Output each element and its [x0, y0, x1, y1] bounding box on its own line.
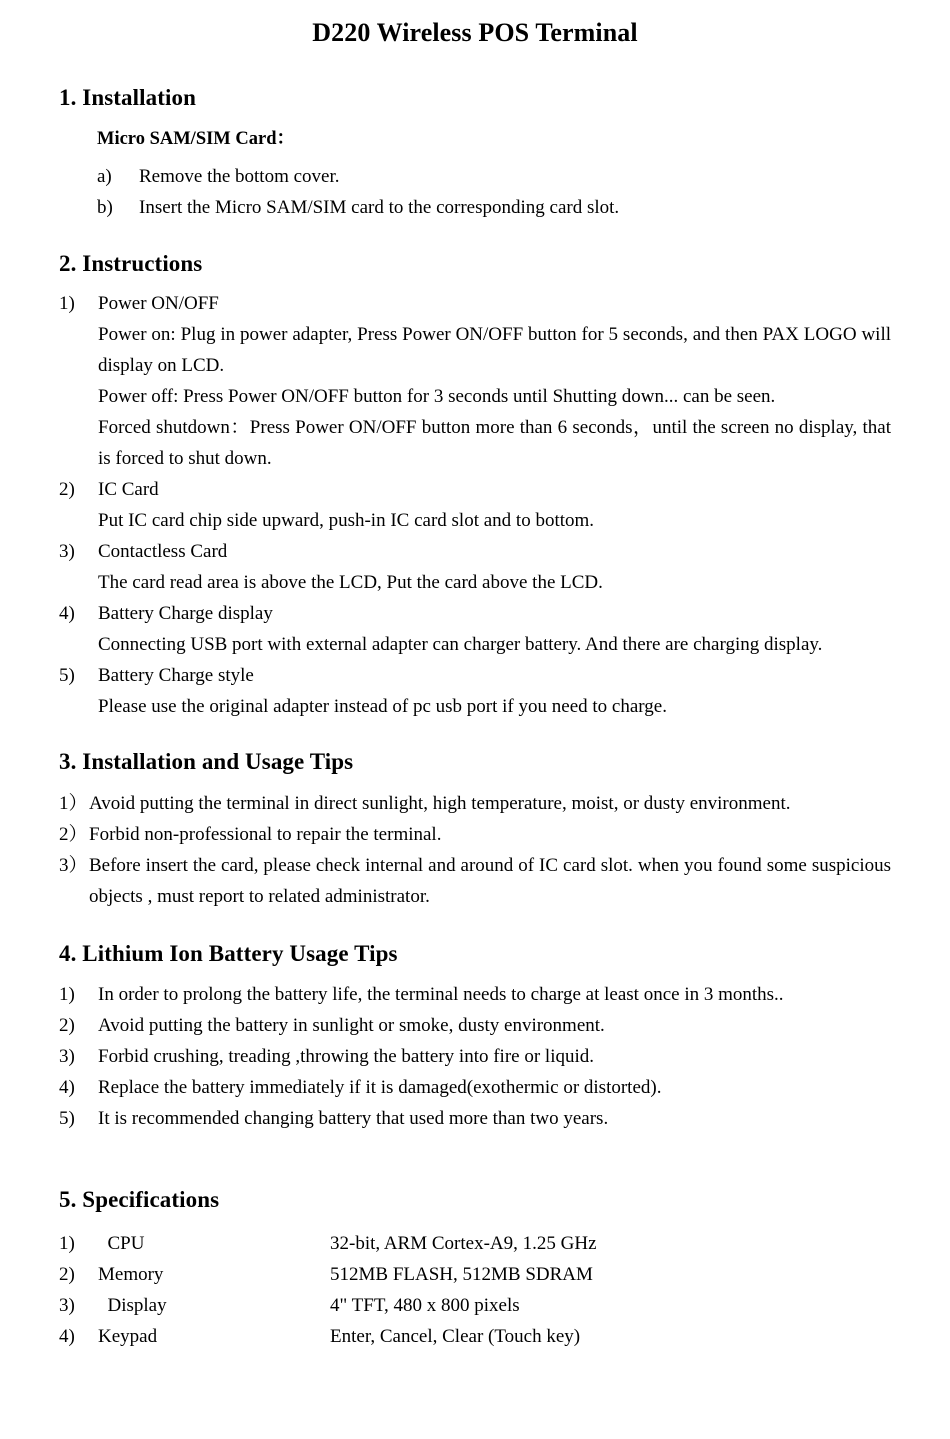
list-item: [97, 161, 891, 192]
list-marker: 3）: [59, 854, 88, 876]
list-marker: 5): [59, 1108, 75, 1130]
list-item-body: [98, 474, 891, 536]
list-item: [59, 979, 891, 1010]
list-item-body: [98, 660, 891, 722]
list-item: [97, 192, 891, 223]
list-item: [59, 1072, 891, 1103]
row-marker: 2): [59, 1264, 75, 1286]
sub-heading-micro-sam-sim-card: Micro SAM/SIM Card：: [97, 129, 295, 150]
section-heading-installation: 1. Installation: [59, 84, 196, 110]
list-item-title: Contactless Card: [98, 541, 228, 563]
list-item-text: In order to prolong the battery life, the terminal needs to charge at least once in 3 months..: [98, 984, 784, 1006]
list-item: [59, 1010, 891, 1041]
row-marker: 1): [59, 1233, 75, 1255]
table-row: [59, 1290, 891, 1321]
list-item: [59, 288, 891, 474]
list-item: [59, 474, 891, 536]
section-heading-battery-tips: 4. Lithium Ion Battery Usage Tips: [59, 940, 398, 966]
row-marker: 4): [59, 1326, 75, 1348]
list-marker: 2): [59, 479, 75, 501]
list-item-body: [98, 598, 891, 660]
spec-label: CPU: [98, 1233, 145, 1255]
page-title: D220 Wireless POS Terminal: [312, 18, 638, 47]
table-row: [59, 1321, 891, 1352]
list-item-paragraph: Please use the original adapter instead of pc usb port if you need to charge.: [98, 696, 667, 718]
list-item: [59, 1041, 891, 1072]
list-marker: 3): [59, 541, 75, 563]
list-item: [59, 660, 891, 722]
list-item-text: Forbid non-professional to repair the terminal.: [89, 823, 442, 845]
usage-tips-list: [59, 788, 891, 912]
list-item-body: [98, 536, 891, 598]
list-marker: 5): [59, 665, 75, 687]
list-item: [59, 788, 891, 819]
spec-value: 4" TFT, 480 x 800 pixels: [330, 1295, 520, 1317]
list-item-text: Insert the Micro SAM/SIM card to the corresponding card slot.: [139, 196, 620, 218]
spec-value: 512MB FLASH, 512MB SDRAM: [330, 1264, 593, 1286]
list-marker: 1): [59, 984, 75, 1006]
spec-value: 32-bit, ARM Cortex-A9, 1.25 GHz: [330, 1233, 597, 1255]
list-item: [59, 850, 891, 912]
list-marker: 4): [59, 1077, 75, 1099]
list-item-title: Battery Charge style: [98, 665, 254, 687]
list-item: [59, 536, 891, 598]
list-item-paragraph: Put IC card chip side upward, push-in IC card slot and to bottom.: [98, 510, 595, 532]
list-marker: 1）: [59, 792, 88, 814]
instructions-list: [59, 288, 891, 722]
list-item-text: Avoid putting the battery in sunlight or smoke, dusty environment.: [98, 1015, 605, 1037]
list-item-body: [98, 288, 891, 474]
list-item-paragraph: The card read area is above the LCD, Put the card above the LCD.: [98, 572, 603, 594]
row-marker: 3): [59, 1295, 75, 1317]
list-marker: a): [97, 165, 112, 187]
spec-label: Memory: [98, 1264, 164, 1286]
list-item: [59, 819, 891, 850]
battery-tips-list: [59, 979, 891, 1134]
list-marker: 1): [59, 293, 75, 315]
spec-value: Enter, Cancel, Clear (Touch key): [330, 1326, 581, 1348]
specifications-table: [59, 1228, 891, 1352]
list-marker: b): [97, 196, 113, 218]
list-item-text: It is recommended changing battery that used more than two years.: [98, 1108, 609, 1130]
installation-list: [97, 161, 891, 223]
list-marker: 4): [59, 603, 75, 625]
list-item-text: Avoid putting the terminal in direct sunlight, high temperature, moist, or dusty environment.: [89, 792, 791, 814]
table-row: [59, 1259, 891, 1290]
document-page: [0, 18, 950, 1439]
list-item-title: IC Card: [98, 479, 159, 501]
list-item-paragraph: Connecting USB port with external adapter can charger battery. And there are charging display.: [98, 634, 823, 656]
list-item-text: Forbid crushing, treading ,throwing the battery into fire or liquid.: [98, 1046, 595, 1068]
section-heading-usage-tips: 3. Installation and Usage Tips: [59, 749, 354, 775]
list-marker: 3): [59, 1046, 75, 1068]
list-item-text: Before insert the card, please check internal and around of IC card slot. when you found some suspicious objects , must report to related administrator.: [89, 854, 891, 907]
list-item-title: Battery Charge display: [98, 603, 273, 625]
list-item: [59, 598, 891, 660]
section-heading-specifications: 5. Specifications: [59, 1187, 220, 1213]
list-item-text: Replace the battery immediately if it is damaged(exothermic or distorted).: [98, 1077, 662, 1099]
list-item-paragraph: Power on: Plug in power adapter, Press Power ON/OFF button for 5 seconds, and then PAX LOGO will display on LCD.: [98, 324, 891, 377]
list-item: [59, 1103, 891, 1134]
list-item-text: Remove the bottom cover.: [139, 165, 340, 187]
spec-label: Display: [98, 1295, 167, 1317]
spec-label: Keypad: [98, 1326, 158, 1348]
section-heading-instructions: 2. Instructions: [59, 250, 203, 276]
list-item-paragraph: Forced shutdown：Press Power ON/OFF button more than 6 seconds，until the screen no display, that is forced to shut down.: [98, 417, 891, 470]
list-marker: 2): [59, 1015, 75, 1037]
list-item-title: Power ON/OFF: [98, 293, 219, 315]
table-row: [59, 1228, 891, 1259]
list-marker: 2）: [59, 823, 88, 845]
list-item-paragraph: Power off: Press Power ON/OFF button for 3 seconds until Shutting down... can be seen.: [98, 386, 776, 408]
